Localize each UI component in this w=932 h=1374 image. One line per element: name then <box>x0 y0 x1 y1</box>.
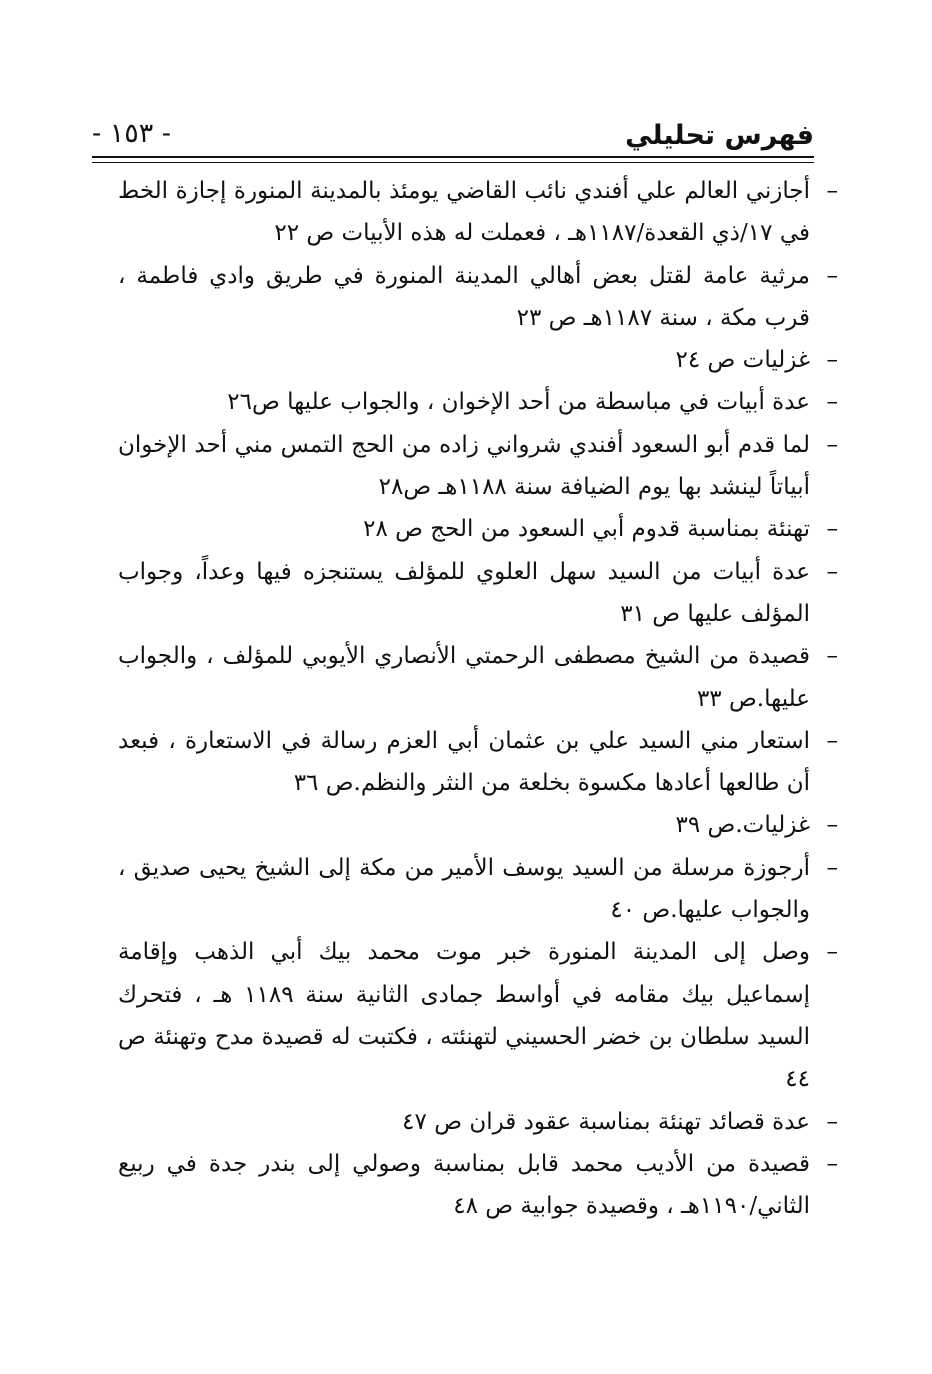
entry-text: عدة أبيات في مباسطة من أحد الإخوان ، والجواب عليها ص٢٦ <box>227 389 810 416</box>
entry-text: استعار مني السيد علي بن عثمان أبي العزم رسالة في الاستعارة ، فبعد أن طالعها أعادها مكسوة بخلعة من النثر والنظم.ص ٣٦ <box>118 727 810 797</box>
index-entry <box>118 1101 840 1143</box>
entry-text: أجازني العالم علي أفندي نائب القاضي يومئذ بالمدينة المنورة إجازة الخط في ١٧/ذي القعدة/١١٨٧هـ ، فعملت له هذه الأبيات ص ٢٢ <box>118 178 810 247</box>
index-entry <box>118 424 840 509</box>
index-entries <box>118 170 840 1227</box>
running-title: فهرس تحليلي <box>625 120 814 151</box>
page-number: - ١٥٣ - <box>92 118 171 149</box>
index-entry <box>118 635 840 720</box>
entry-text: قصيدة من الشيخ مصطفى الرحمتي الأنصاري الأيوبي للمؤلف ، والجواب عليها.ص ٣٣ <box>118 643 810 712</box>
entry-text: غزليات.ص ٣٩ <box>675 812 810 839</box>
bullet-dash: – <box>826 389 838 416</box>
bullet-dash: – <box>826 812 838 839</box>
header-rule <box>92 156 814 158</box>
entry-text: لما قدم أبو السعود أفندي شرواني زاده من الحج التمس مني أحد الإخوان أبياتاً لينشد بها يوم الضيافة سنة ١١٨٨هـ ص٢٨ <box>118 431 810 501</box>
bullet-dash: – <box>826 727 838 754</box>
index-entry <box>118 847 840 932</box>
index-entry <box>118 804 840 846</box>
index-entry <box>118 255 840 340</box>
bullet-dash: – <box>826 347 838 374</box>
bullet-dash: – <box>826 558 838 585</box>
index-entry <box>118 170 840 255</box>
index-entry <box>118 381 840 423</box>
entry-text: غزليات ص ٢٤ <box>675 347 810 374</box>
index-entry <box>118 720 840 805</box>
entry-text: أرجوزة مرسلة من السيد يوسف الأمير من مكة إلى الشيخ يحيى صديق ، والجواب عليها.ص ٤٠ <box>118 854 810 924</box>
index-entry <box>118 508 840 550</box>
bullet-dash: – <box>826 939 838 966</box>
bullet-dash: – <box>826 431 838 458</box>
bullet-dash: – <box>826 854 838 881</box>
bullet-dash: – <box>826 1150 838 1177</box>
index-entry <box>118 1143 840 1228</box>
bullet-dash: – <box>826 262 838 289</box>
bullet-dash: – <box>826 643 838 670</box>
entry-text: تهنئة بمناسبة قدوم أبي السعود من الحج ص ٢٨ <box>363 516 810 543</box>
header-rule-thin <box>92 162 814 163</box>
entry-text: عدة قصائد تهنئة بمناسبة عقود قران ص ٤٧ <box>402 1108 810 1135</box>
page-header <box>92 112 814 156</box>
bullet-dash: – <box>826 516 838 543</box>
index-entry <box>118 339 840 381</box>
index-entry <box>118 931 840 1100</box>
entry-text: قصيدة من الأديب محمد قابل بمناسبة وصولي إلى بندر جدة في ربيع الثاني/١١٩٠هـ ، وقصيدة جوابية ص ٤٨ <box>118 1150 810 1220</box>
entry-text: وصل إلى المدينة المنورة خبر موت محمد بيك أبي الذهب وإقامة إسماعيل بيك مقامه في أواسط جمادى الثانية سنة ١١٨٩ هـ ، فتحرك السيد سلطان بن خضر الحسيني لتهنئته ، فكتبت له قصيدة مدح وتهنئة ص ٤٤ <box>118 939 810 1093</box>
entry-text: عدة أبيات من السيد سهل العلوي للمؤلف يستنجزه فيها وعداً، وجواب المؤلف عليها ص ٣١ <box>118 558 810 627</box>
bullet-dash: – <box>826 1108 838 1135</box>
index-entry <box>118 551 840 636</box>
entry-text: مرثية عامة لقتل بعض أهالي المدينة المنورة في طريق وادي فاطمة ، قرب مكة ، سنة ١١٨٧هـ ص ٢٣ <box>118 262 810 331</box>
bullet-dash: – <box>826 178 838 204</box>
